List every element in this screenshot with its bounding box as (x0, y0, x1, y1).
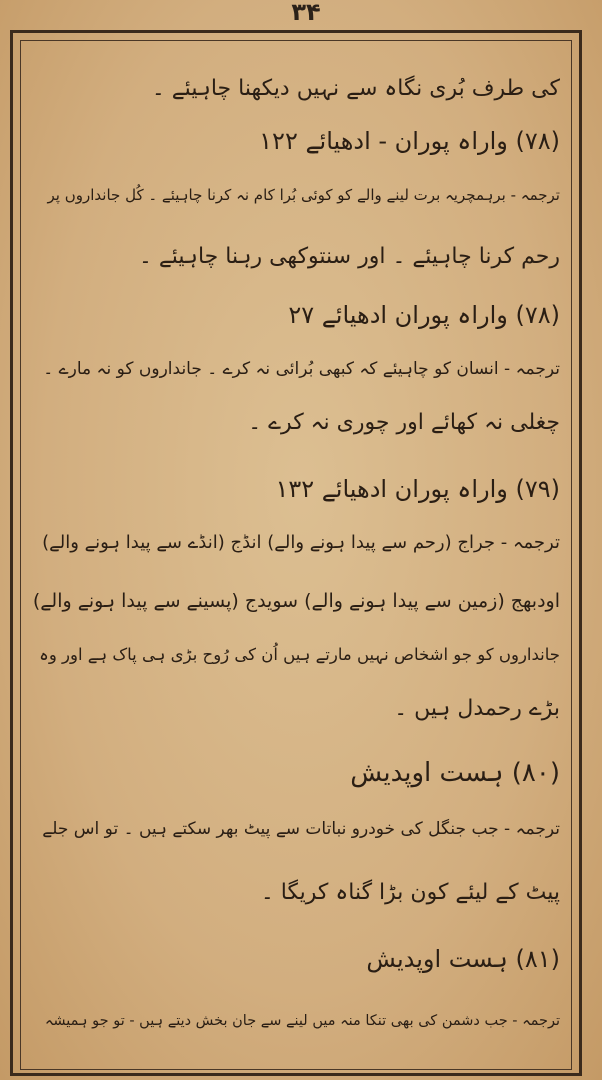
text-line-9: ترجمہ - جراج (رحم سے پیدا ہونے والے) انڈج (انڈے سے پیدا ہونے والے) (42, 532, 560, 553)
verse-heading-78a: (۷۸) واراہ پوران - ادھیائے ۱۲۲ (259, 127, 560, 155)
verse-heading-79: (۷۹) واراہ پوران ادھیائے ۱۳۲ (275, 475, 560, 503)
page-text-body (32, 46, 560, 1066)
text-line-6: ترجمہ - انسان کو چاہیئے کہ کبھی بُرائی نہ کرے ۔ جانداروں کو نہ مارے ۔ (43, 359, 560, 379)
text-line-3: ترجمہ - برہمچریہ برت لینے والے کو کوئی بُرا کام نہ کرنا چاہیئے ۔ کُل جانداروں پر (47, 186, 560, 204)
text-line-4: رحم کرنا چاہیئے ۔ اور سنتوکھی رہنا چاہیئے ۔ (139, 244, 560, 269)
page-number: ۳۴ (291, 0, 321, 26)
text-line-11: جانداروں کو جو اشخاص نہیں مارتے ہیں اُن کی رُوح بڑی ہی پاک ہے اور وہ (39, 645, 560, 664)
verse-heading-80: (۸۰) ہست اوپدیش (350, 758, 560, 788)
verse-heading-81: (۸۱) ہست اوپدیش (366, 945, 560, 973)
text-line-15: پیٹ کے لیئے کون بڑا گناہ کریگا ۔ (260, 880, 560, 905)
verse-heading-78b: (۷۸) واراہ پوران ادھیائے ۲۷ (288, 301, 560, 329)
text-line-1: کی طرف بُری نگاہ سے نہیں دیکھنا چاہیئے ۔ (151, 76, 560, 101)
text-line-10: اودبھج (زمین سے پیدا ہونے والے) سویدج (پسینے سے پیدا ہونے والے) (32, 590, 560, 612)
text-line-12: بڑے رحمدل ہیں ۔ (394, 696, 560, 721)
text-line-17: ترجمہ - جب دشمن کی بھی تنکا منہ میں لینے سے جان بخش دیتے ہیں - تو جو ہمیشہ (44, 1013, 560, 1029)
text-line-7: چغلی نہ کھائے اور چوری نہ کرے ۔ (248, 410, 560, 435)
text-line-14: ترجمہ - جب جنگل کی خودرو نباتات سے پیٹ بھر سکتے ہیں ۔ تو اس جلے (42, 819, 560, 839)
